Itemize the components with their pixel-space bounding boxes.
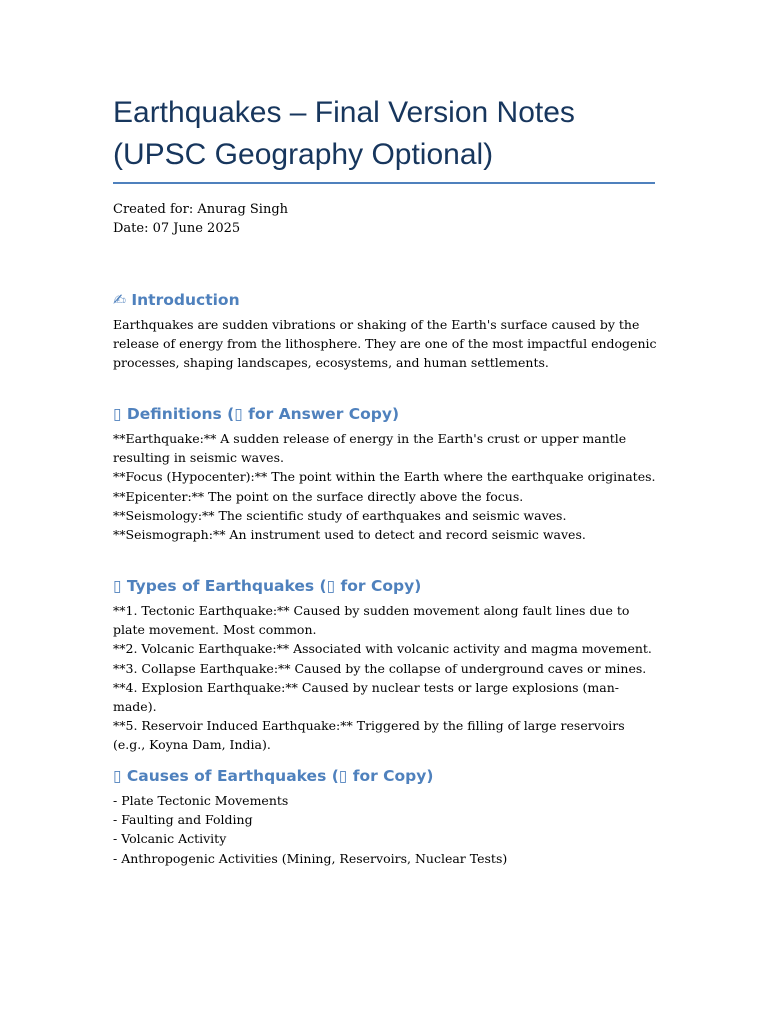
section-introduction (113, 289, 658, 373)
title-block (113, 92, 655, 184)
document-title-line-2: (UPSC Geography Optional) (113, 138, 494, 171)
section-definitions (113, 403, 658, 544)
created-for: Created for: Anurag Singh (113, 202, 289, 217)
type-item: **2. Volcanic Earthquake:** Associated with volcanic activity and magma movement. (113, 641, 652, 657)
definition-item: **Seismology:** The scientific study of earthquakes and seismic waves. (113, 507, 567, 523)
document-title-line-1: Earthquakes – Final Version Notes (113, 96, 575, 129)
type-item: **5. Reservoir Induced Earthquake:** Triggered by the filling of large reservoirs (e.g., Koyna Dam, India). (113, 718, 625, 753)
heading-causes: ▯ Causes of Earthquakes (▯ for Copy) (113, 767, 434, 785)
heading-types: ▯ Types of Earthquakes (▯ for Copy) (113, 577, 422, 595)
cause-item: - Anthropogenic Activities (Mining, Reservoirs, Nuclear Tests) (113, 850, 508, 866)
heading-definitions: ▯ Definitions (▯ for Answer Copy) (113, 405, 400, 423)
section-causes (113, 765, 658, 868)
definition-item: **Epicenter:** The point on the surface directly above the focus. (113, 488, 524, 504)
definition-item: **Focus (Hypocenter):** The point within the Earth where the earthquake originates. (113, 469, 656, 485)
cause-item: - Plate Tectonic Movements (113, 793, 289, 808)
definition-item: **Earthquake:** A sudden release of energy in the Earth's crust or upper mantle resulting in seismic waves. (113, 431, 627, 466)
type-item: **1. Tectonic Earthquake:** Caused by sudden movement along fault lines due to plate movement. Most common. (113, 603, 630, 638)
cause-item: - Volcanic Activity (113, 831, 227, 847)
document-date: Date: 07 June 2025 (113, 221, 241, 236)
heading-introduction: ✍ Introduction (113, 291, 240, 309)
type-item: **3. Collapse Earthquake:** Caused by the collapse of underground caves or mines. (113, 660, 647, 676)
introduction-text: Earthquakes are sudden vibrations or shaking of the Earth's surface caused by the release of energy from the lithosphere. They are one of the most impactful endogenic processes, shaping landscapes, ecosystems, and human settlements. (113, 317, 657, 371)
document-meta (113, 200, 288, 238)
definition-item: **Seismograph:** An instrument used to detect and record seismic waves. (113, 527, 586, 543)
section-types (113, 575, 658, 755)
cause-item: - Faulting and Folding (113, 812, 253, 828)
type-item: **4. Explosion Earthquake:** Caused by nuclear tests or large explosions (man-made). (113, 679, 619, 715)
